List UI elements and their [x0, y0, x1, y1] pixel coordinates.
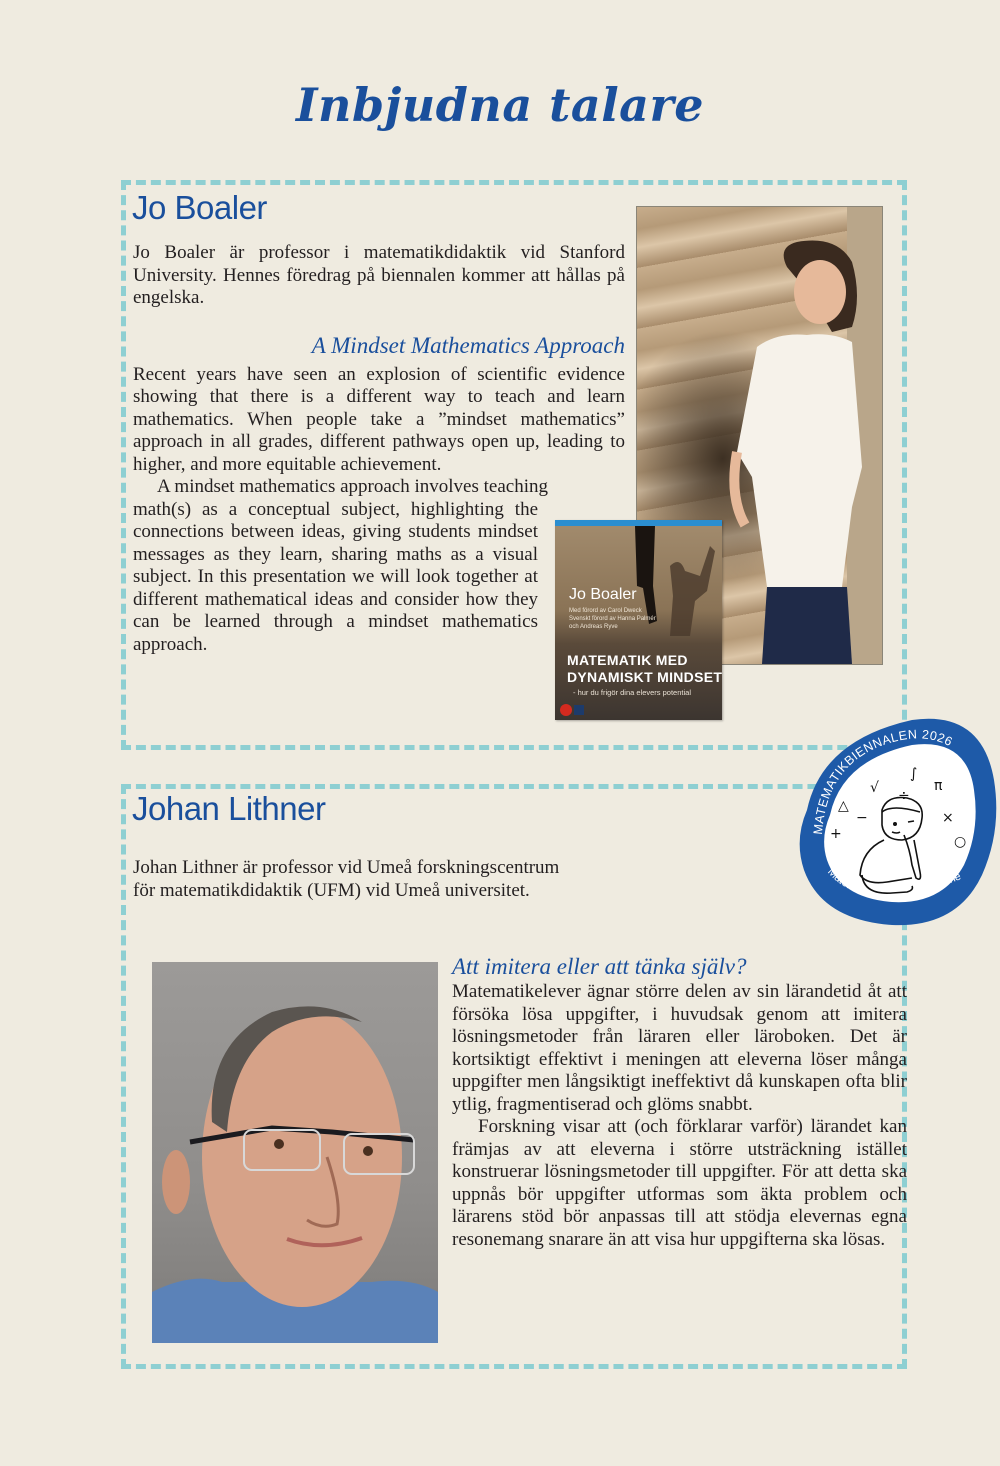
talk-text-column	[452, 953, 907, 1251]
book-credits	[569, 607, 719, 631]
math-symbol: ×	[942, 810, 954, 826]
book-cover	[555, 520, 722, 720]
publisher-mark-icon	[574, 705, 584, 715]
book-title-line: MATEMATIK MED	[567, 652, 688, 668]
talk-abstract-paragraph: Forskning visar att (och förklarar varför) lärandet kan främjas av att eleverna i större utsträckning istället konstruerar lösningsmetoder till uppgifter. För att detta ska uppnås bör uppgifter utformas som äkta problem och lärarens stöd bör anpassas till att stödja elevernas egna resonemang snarare än att visa hur uppgifterna ska lösas.	[452, 1116, 907, 1250]
math-symbol: √	[870, 780, 879, 796]
talk-abstract-paragraph: Matematikelever ägnar större delen av sin lärandetid åt att försöka lösa uppgifter, i huvudsak genom att imitera lösningsmetoder från läraren eller läroboken. Det är kortsiktigt effektivt i meningen att eleverna löser många uppgifter men långsiktigt ineffektivt då kunskapen ofta blir ytlig, fragmentiserad och glöms snabbt.	[452, 981, 907, 1115]
math-symbol: ÷	[898, 788, 910, 804]
math-symbol: π	[934, 778, 943, 794]
matematikbiennalen-badge	[782, 700, 1000, 932]
speaker-name: Jo Boaler	[132, 189, 267, 226]
talk-abstract-paragraph: A mindset mathematics approach involves teaching	[157, 476, 548, 497]
speaker-bio: Jo Boaler är professor i matematikdidaktik vid Stanford University. Hennes föredrag på biennalen kommer att hållas på engelska.	[133, 242, 625, 308]
speaker-bio-line: för matematikdidaktik (UFM) vid Umeå universitet.	[133, 879, 530, 901]
book-title	[567, 652, 722, 686]
speaker-name: Johan Lithner	[132, 790, 326, 827]
book-foreword: Med förord av Carol Dweck	[569, 608, 642, 614]
math-symbol: −	[856, 810, 868, 826]
math-symbol: △	[838, 798, 849, 814]
publisher-logo-icon	[560, 704, 572, 716]
math-symbol: +	[830, 826, 842, 842]
portrait-photo-johan-lithner	[152, 962, 438, 1343]
book-title-line: DYNAMISKT MINDSET	[567, 669, 722, 685]
talk-title: Att imitera eller att tänka själv?	[452, 954, 747, 979]
portrait-illustration	[152, 962, 438, 1343]
badge-top-text: MATEMATIKBIENNALEN 2026	[810, 727, 955, 836]
book-translation-2: och Andreas Ryve	[569, 624, 618, 630]
book-translation: Svenskt förord av Hanna Palmér	[569, 616, 656, 622]
page-title: Inbjudna talare	[296, 78, 704, 132]
book-author: Jo Boaler	[569, 586, 637, 603]
speaker-text-column	[133, 242, 625, 656]
speaker-bio-line: Johan Lithner är professor vid Umeå forskningscentrum	[133, 857, 560, 878]
math-symbol: ∫	[910, 766, 918, 782]
talk-abstract-paragraph: math(s) as a conceptual subject, highlighting the connections between ideas, giving students mindset messages as they learn, sharing maths as a visual subject. In this presentation we will look together at different mathematical ideas and consider how they can be learned through a mindset mathematics approach.	[133, 498, 538, 655]
talk-title: A Mindset Mathematics Approach	[311, 332, 625, 358]
book-subtitle: - hur du frigör dina elevers potential	[573, 688, 691, 697]
talk-abstract-paragraph: Recent years have seen an explosion of scientific evidence showing that there is a different way to teach and learn mathematics. When people take a ”mindset mathematics” approach in all grades, different pathways open up, leading to higher, and more equitable achievement.	[133, 363, 625, 475]
speaker-bio	[133, 857, 653, 902]
badge-bottom-text: Matematik – ett samtalsämne	[825, 865, 963, 900]
math-symbol: ○	[954, 834, 967, 850]
